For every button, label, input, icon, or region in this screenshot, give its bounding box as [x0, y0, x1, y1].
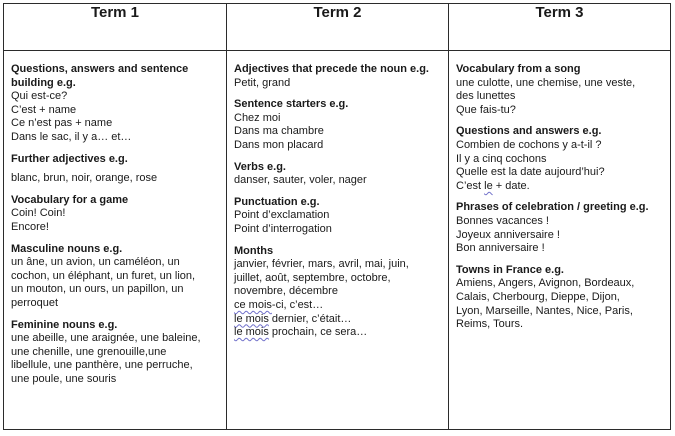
- section-line: Joyeux anniversaire !: [456, 228, 560, 241]
- section-line: Calais, Cherbourg, Dieppe, Dijon,: [456, 290, 620, 303]
- section-line: Lyon, Marseille, Nantes, Nice, Paris,: [456, 304, 633, 317]
- curriculum-table: [3, 3, 671, 430]
- section-line: cochon, un éléphant, un furet, un lion,: [11, 269, 196, 282]
- section-line: le mois prochain, ce sera…: [234, 326, 368, 339]
- section: [456, 201, 665, 255]
- term-2-cell: [227, 51, 449, 430]
- section-line: Encore!: [11, 220, 49, 233]
- section-line: Dans mon placard: [234, 138, 324, 151]
- section-line: Qui est-ce?: [11, 90, 68, 103]
- term-2-heading: Term 2: [227, 4, 449, 51]
- content-row: [4, 51, 671, 430]
- section: [11, 63, 221, 145]
- section-line: ce mois-ci, c’est…: [234, 298, 324, 311]
- section-heading: Feminine nouns e.g.: [11, 318, 118, 331]
- section-line: une abeille, une araignée, une baleine,: [11, 332, 201, 345]
- section: [456, 63, 665, 117]
- header-row: [4, 4, 671, 51]
- spellcheck-mark: ce mois: [234, 298, 272, 311]
- section-line: Il y a cinq cochons: [456, 152, 547, 165]
- spellcheck-mark: le: [484, 179, 493, 192]
- section-heading: Towns in France e.g.: [456, 263, 564, 276]
- term-1-content: [4, 51, 226, 386]
- term-1-heading: Term 1: [4, 4, 227, 51]
- section-line: Point d’interrogation: [234, 222, 332, 235]
- section-heading: Questions, answers and sentence building e.g.: [11, 63, 189, 89]
- section-heading: Months: [234, 244, 274, 257]
- term-3-content: [449, 51, 670, 332]
- section: [234, 245, 443, 340]
- section-line: Amiens, Angers, Avignon, Bordeaux,: [456, 277, 635, 290]
- section-line: blanc, brun, noir, orange, rose: [11, 172, 158, 185]
- section-heading: Sentence starters e.g.: [234, 98, 349, 111]
- term-3-heading: Term 3: [449, 4, 671, 51]
- section: [234, 196, 443, 237]
- section: [456, 125, 665, 193]
- section-line: une culotte, une chemise, une veste,: [456, 76, 636, 89]
- section-line: Bonnes vacances !: [456, 214, 549, 227]
- section-line: des lunettes: [456, 90, 516, 103]
- section-heading: Adjectives that precede the noun e.g.: [234, 63, 429, 75]
- spellcheck-mark: le mois: [234, 326, 269, 339]
- section-line: juillet, août, septembre, octobre,: [234, 271, 391, 284]
- section-line: une chenille, une grenouille,une: [11, 345, 167, 358]
- section-line: Dans le sac, il y a… et…: [11, 130, 132, 143]
- section-line: Chez moi: [234, 111, 281, 124]
- section-line: Quelle est la date aujourd’hui?: [456, 166, 605, 179]
- section-line: C’est le + date.: [456, 179, 530, 192]
- section: [234, 161, 443, 188]
- section: [234, 98, 443, 152]
- section-heading: Phrases of celebration / greeting e.g.: [456, 201, 649, 214]
- section: [11, 194, 221, 235]
- section-heading: Punctuation e.g.: [234, 195, 320, 208]
- section-line: Point d’exclamation: [234, 209, 330, 222]
- section-line: Bon anniversaire !: [456, 242, 545, 255]
- section: [11, 243, 221, 311]
- section-line: le mois dernier, c’était…: [234, 312, 352, 325]
- section-line: Ce n’est pas + name: [11, 117, 113, 130]
- section-line: Combien de cochons y a-t-il ?: [456, 138, 602, 151]
- section-line: une poule, une souris: [11, 372, 117, 385]
- term-3-cell: [449, 51, 671, 430]
- term-2-content: [227, 51, 448, 340]
- section-line: novembre, décembre: [234, 285, 338, 298]
- section-line: perroquet: [11, 296, 59, 309]
- section-line: C’est + name: [11, 103, 77, 116]
- section-line: libellule, une panthère, une perruche,: [11, 359, 193, 372]
- section-line: Coin! Coin!: [11, 207, 66, 220]
- section-line: Dans ma chambre: [234, 125, 324, 138]
- section: [234, 63, 443, 90]
- section-heading: Questions and answers e.g.: [456, 125, 602, 138]
- section-heading: Further adjectives e.g.: [11, 152, 128, 165]
- section-line: Petit, grand: [234, 76, 291, 89]
- section-heading: Masculine nouns e.g.: [11, 242, 123, 255]
- section-heading: Vocabulary for a game: [11, 193, 129, 206]
- spellcheck-mark: le mois: [234, 312, 269, 325]
- section: [11, 153, 221, 186]
- section-line: Reims, Tours.: [456, 318, 524, 331]
- section-line: un âne, un avion, un caméléon, un: [11, 256, 180, 269]
- section-heading: Vocabulary from a song: [456, 63, 581, 75]
- section-line: janvier, février, mars, avril, mai, juin,: [234, 258, 409, 271]
- term-1-cell: [4, 51, 227, 430]
- section: [456, 264, 665, 332]
- section-line: un mouton, un ours, un papillon, un: [11, 283, 184, 296]
- section-line: danser, sauter, voler, nager: [234, 174, 367, 187]
- section: [11, 319, 221, 387]
- section-line: Que fais-tu?: [456, 103, 516, 116]
- section-heading: Verbs e.g.: [234, 160, 286, 173]
